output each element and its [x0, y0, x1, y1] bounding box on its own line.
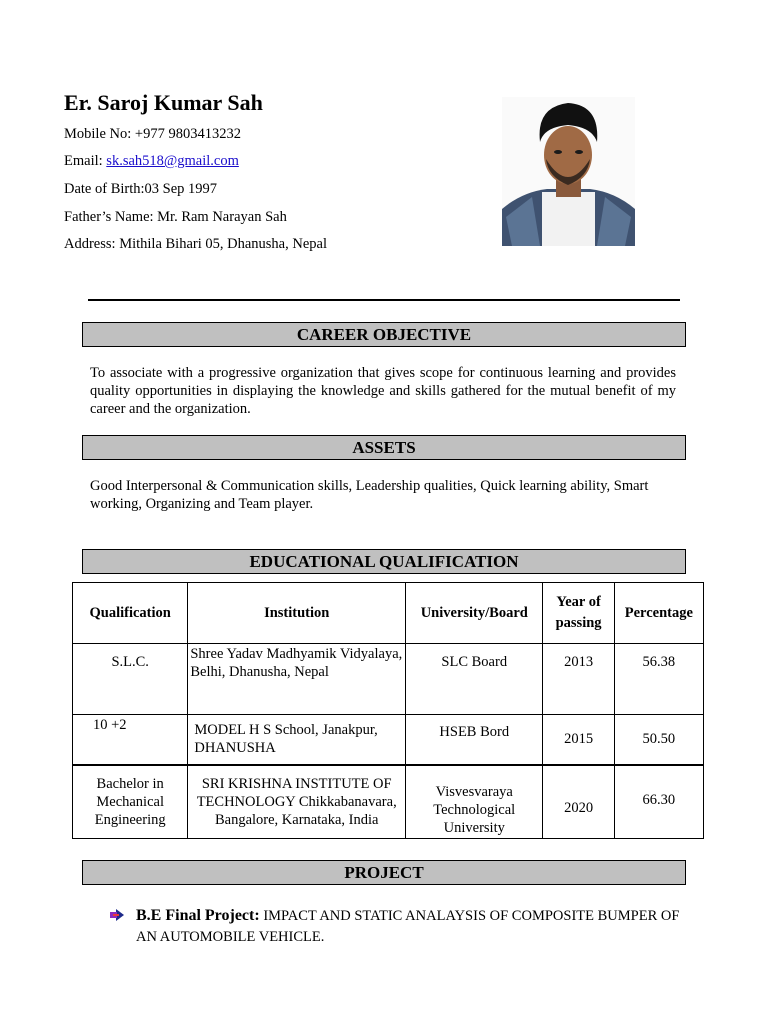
candidate-name: Er. Saroj Kumar Sah: [64, 90, 263, 115]
education-heading: EDUCATIONAL QUALIFICATION: [82, 549, 686, 574]
email-line: [64, 153, 239, 170]
address-line: [64, 236, 327, 253]
email-link[interactable]: sk.sah518@gmail.com: [106, 153, 239, 169]
cell-board: HSEB Bord: [406, 715, 543, 765]
email-label: Email:: [64, 153, 107, 169]
project-item: [112, 905, 702, 948]
profile-photo-graphic: [502, 97, 635, 246]
cell-percentage: 66.30: [614, 765, 703, 839]
cell-percentage: 50.50: [614, 715, 703, 765]
project-description: IMPACT AND STATIC ANALAYSIS OF COMPOSITE BUMPER OF AN AUTOMOBILE VEHICLE.: [136, 908, 680, 945]
cell-percentage: 56.38: [614, 644, 703, 715]
col-institution: Institution: [188, 583, 406, 644]
father-line: [64, 209, 287, 226]
project-label: B.E Final Project:: [136, 907, 260, 924]
col-board: University/Board: [406, 583, 543, 644]
assets-heading: ASSETS: [82, 435, 686, 460]
assets-text: Good Interpersonal & Communication skills, Leadership qualities, Quick learning ability, Smart working, Organizing and Team player.: [90, 478, 649, 512]
address-label: Address:: [64, 236, 120, 252]
education-header-row: [73, 583, 704, 644]
cell-institution: MODEL H S School, Janakpur, DHANUSHA: [188, 715, 406, 765]
col-percentage: Percentage: [614, 583, 703, 644]
mobile-label: Mobile No:: [64, 126, 135, 142]
career-objective-heading: CAREER OBJECTIVE: [82, 322, 686, 347]
cell-institution: Shree Yadav Madhyamik Vidyalaya, Belhi, Dhanusha, Nepal: [188, 644, 406, 715]
dob-value: 03 Sep 1997: [144, 181, 218, 197]
cell-board: Visvesvaraya Technological University: [406, 765, 543, 839]
mobile-number: +977 9803413232: [134, 126, 241, 142]
education-table: [72, 582, 704, 839]
table-row: [73, 715, 704, 765]
project-heading: PROJECT: [82, 860, 686, 885]
cell-institution: SRI KRISHNA INSTITUTE OF TECHNOLOGY Chikkabanavara, Bangalore, Karnataka, India: [188, 765, 406, 839]
table-row: [73, 644, 704, 715]
col-year: Year of passing: [543, 583, 614, 644]
father-value: Mr. Ram Narayan Sah: [157, 209, 287, 225]
table-row: [73, 765, 704, 839]
career-objective-text: To associate with a progressive organization that gives scope for continuous learning and provides quality opportunities in displaying the knowledge and skills gathered for the mutual benefit of my career and the organization.: [90, 365, 676, 417]
address-value: Mithila Bihari 05, Dhanusha, Nepal: [119, 236, 327, 252]
mobile-line: [64, 126, 241, 143]
cell-year: 2020: [543, 765, 614, 839]
col-qualification: Qualification: [73, 583, 188, 644]
cell-year: 2013: [543, 644, 614, 715]
cell-year: 2015: [543, 715, 614, 765]
cell-qualification: S.L.C.: [73, 644, 188, 715]
cell-qualification: Bachelor in Mechanical Engineering: [73, 765, 188, 839]
bullet-arrow-icon: [110, 909, 124, 921]
profile-photo: [502, 97, 635, 246]
project-text-block: [136, 905, 702, 948]
dob-line: [64, 181, 217, 198]
cell-board: SLC Board: [406, 644, 543, 715]
cell-qualification: 10 +2: [73, 715, 188, 765]
dob-label: Date of Birth:: [64, 181, 145, 197]
header-divider: [88, 299, 680, 301]
father-label: Father’s Name:: [64, 209, 158, 225]
